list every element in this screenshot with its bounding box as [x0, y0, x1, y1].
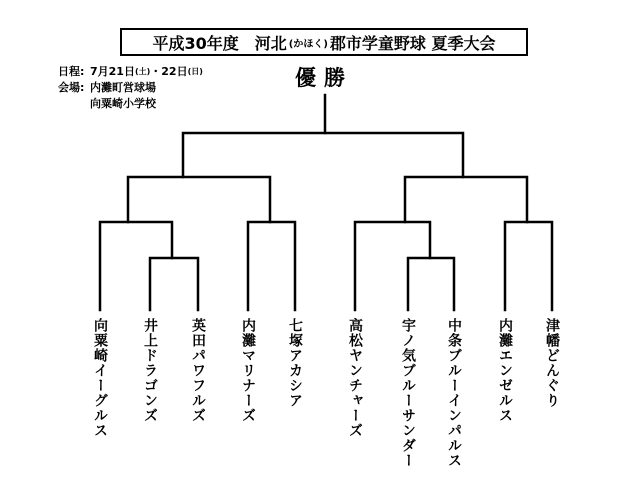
team-7: 宇ノ気ブルーサンダー — [400, 318, 416, 468]
schedule-date1: 7月21日 — [90, 65, 135, 78]
bracket-left-q1 — [100, 222, 172, 310]
team-2: 井上ドラゴンズ — [142, 318, 158, 423]
team-6: 高松ヤンチャーズ — [347, 318, 363, 438]
team-3: 英田パワフルズ — [190, 318, 206, 423]
title-rest: 郡市学童野球 夏季大会 — [329, 33, 496, 53]
schedule-date2: ・22日 — [150, 65, 188, 78]
team-5: 七塚アカシア — [287, 318, 303, 408]
team-4: 内灘マリナーズ — [240, 318, 256, 423]
team-9: 内灘エンゼルス — [497, 318, 513, 423]
bracket-right-r1 — [408, 258, 454, 310]
schedule-label: 日程: — [58, 65, 85, 78]
bracket-left-semi — [128, 177, 270, 222]
bracket-right-semi — [405, 177, 527, 222]
venue-label: 会場: — [58, 81, 85, 94]
venue-2: 向粟崎小学校 — [90, 97, 156, 110]
title-reading: (かほく) — [288, 38, 328, 50]
title-main: 平成30年度 河北 — [152, 33, 287, 53]
team-8: 中条ブルーインパルス — [446, 318, 462, 468]
bracket-left-r1 — [150, 258, 198, 310]
venue-1: 内灘町営球場 — [90, 81, 156, 94]
champion-label: 優勝 — [295, 66, 353, 90]
bracket-right-q1 — [355, 222, 430, 310]
team-10: 津幡どんぐり — [544, 318, 560, 408]
schedule-day2: (日) — [187, 67, 203, 76]
bracket-right-q2 — [505, 222, 552, 310]
bracket-left-q2 — [248, 222, 295, 310]
team-1: 向粟崎イーグルス — [92, 318, 108, 438]
bracket-final-bar — [183, 133, 463, 177]
schedule-day1: (土) — [134, 67, 151, 76]
